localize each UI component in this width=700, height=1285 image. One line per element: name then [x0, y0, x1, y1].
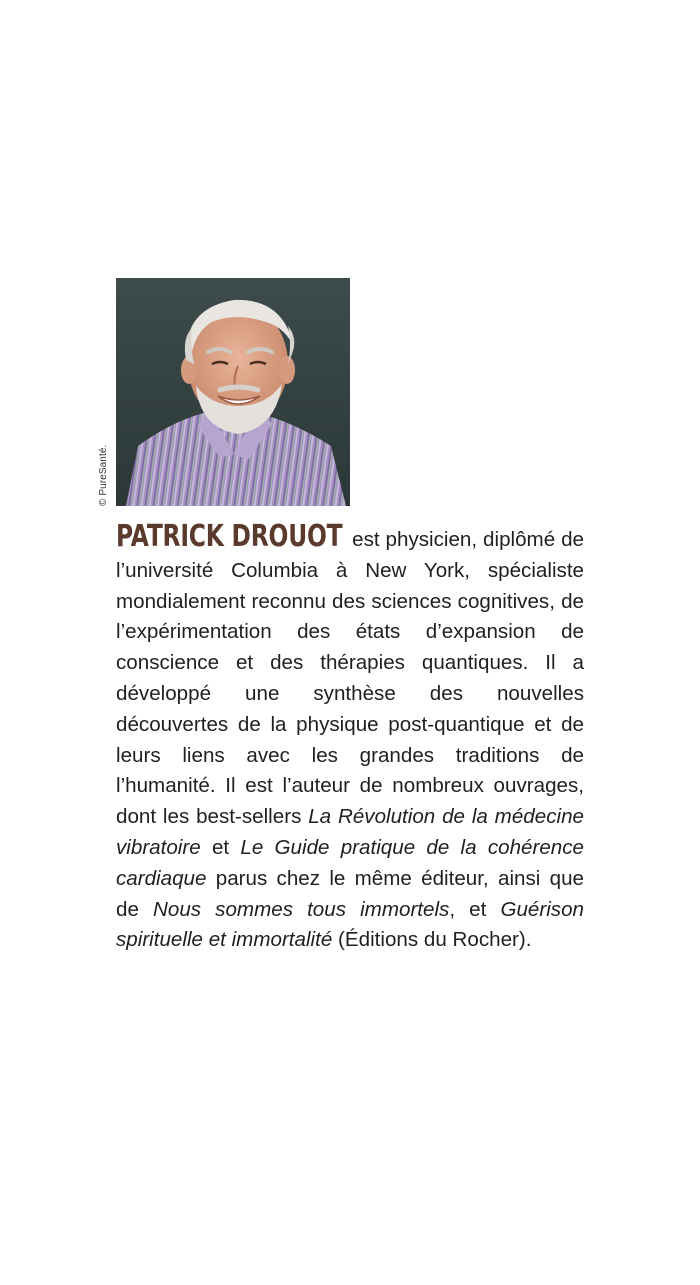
bio-text: , et [449, 897, 501, 921]
bio-text: parus chez le même éditeur, ainsi que de [116, 866, 584, 921]
bio-text: (Éditions du Rocher). [332, 928, 532, 952]
author-photo [116, 278, 350, 506]
book-title: Nous sommes tous immortels [153, 897, 450, 921]
book-title: Guérison spirituelle et immortalité [116, 897, 585, 952]
author-biography [116, 519, 585, 956]
bio-text: et [200, 835, 241, 859]
author-name: PATRICK DROUOT [116, 519, 343, 554]
photo-credit: © PureSanté. [98, 444, 109, 506]
author-portrait-illustration [116, 278, 350, 506]
book-title: La Révolution de la médecine vibratoire [116, 805, 584, 859]
bio-text: est physicien, diplômé de l’université Columbia à New York, spécialiste mondialement reconnu des sciences cognitives, de l’expérimentation des états d’expansion de conscience et des thérapies quantiques. Il a développé une synthèse des nouvelles découvertes de la physique post-quantique et de leurs liens avec les grandes traditions de l’humanité. Il est l’auteur de nombreux ouvrages, dont les best-sellers [116, 528, 584, 829]
book-title: Le Guide pratique de la cohérence cardiaque [116, 835, 584, 890]
